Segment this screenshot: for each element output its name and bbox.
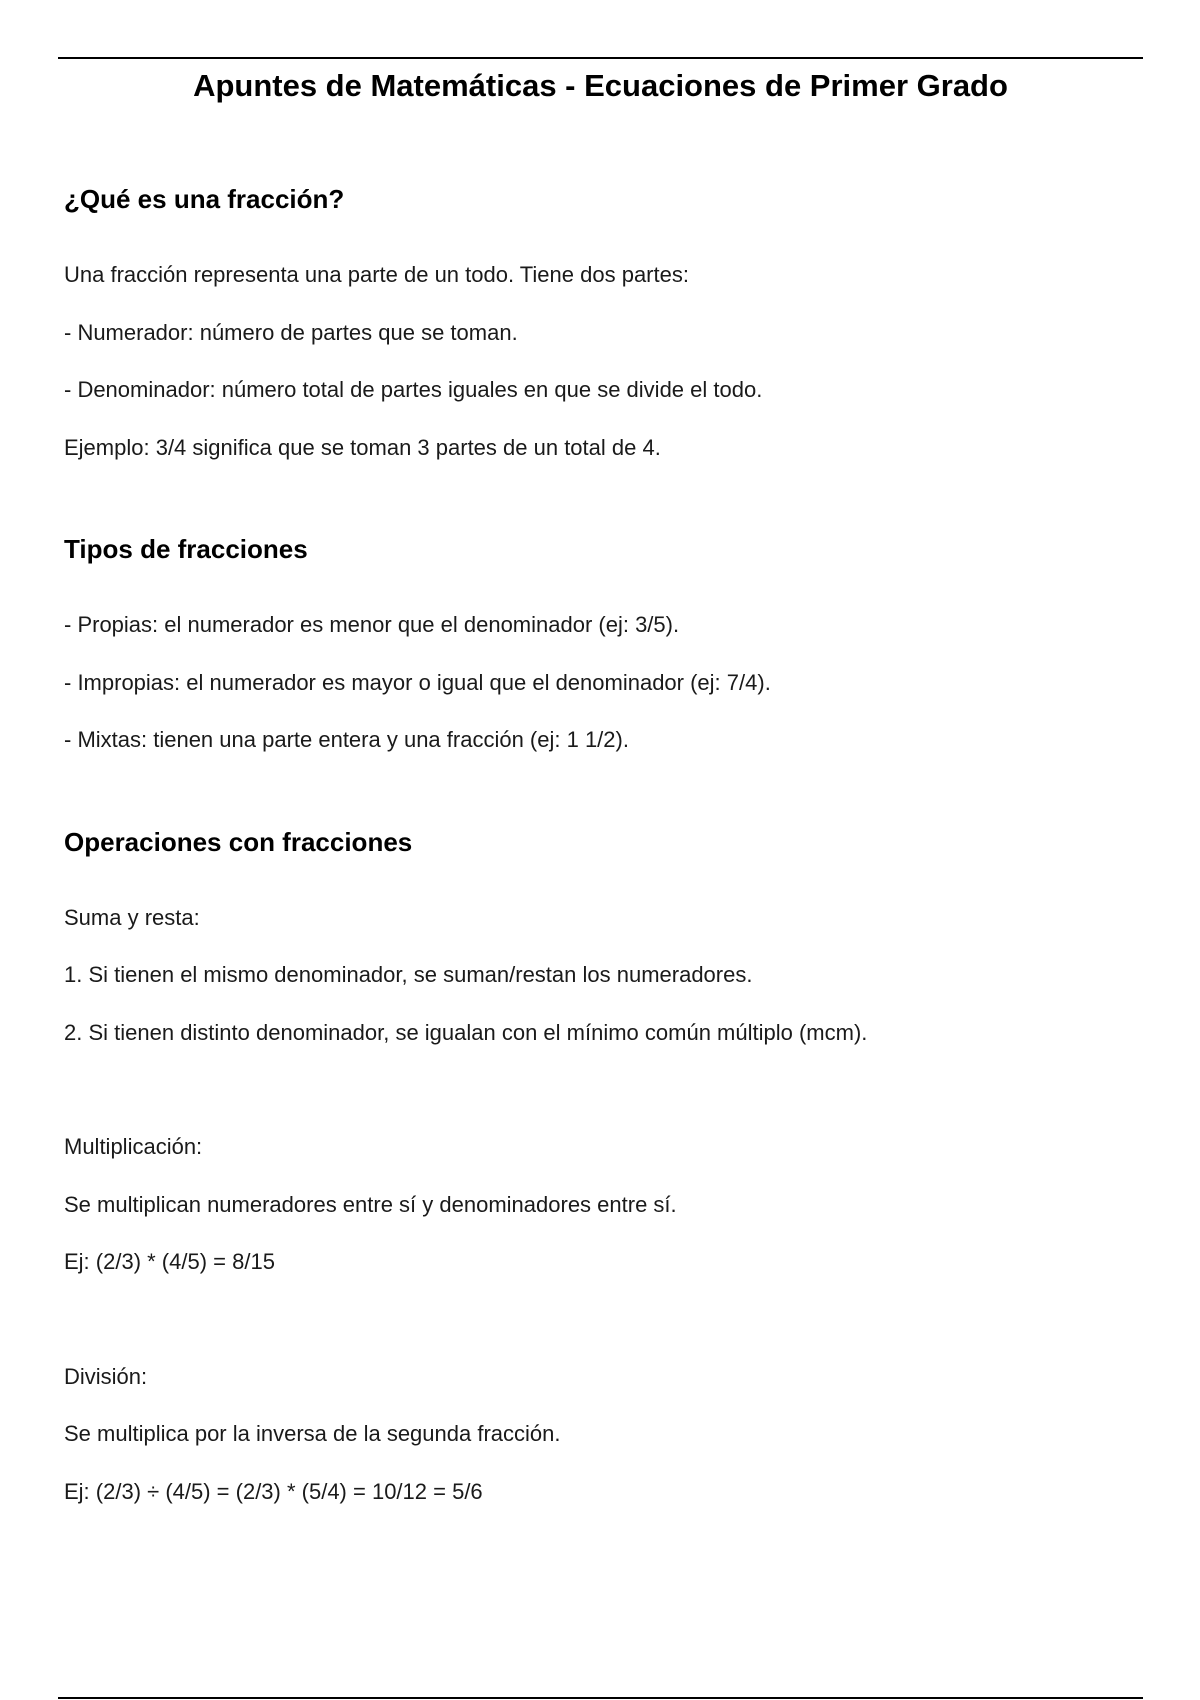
- top-rule: [58, 57, 1143, 59]
- list-item: 2. Si tienen distinto denominador, se igualan con el mínimo común múltiplo (mcm).: [64, 1019, 868, 1045]
- operation-group-sum: [64, 889, 1124, 1062]
- section-spacer: [64, 769, 1124, 821]
- example-line: Ej: (2/3) * (4/5) = 8/15: [64, 1249, 275, 1274]
- section-heading: Tipos de fracciones: [64, 534, 308, 564]
- list-item: - Numerador: número de partes que se toman.: [64, 319, 518, 345]
- list-item: 1. Si tienen el mismo denominador, se suman/restan los numeradores.: [64, 962, 753, 987]
- section-fraction-types: [64, 528, 1124, 769]
- section-body: [64, 246, 1124, 476]
- operation-group-division: [64, 1348, 1124, 1521]
- list-item: - Impropias: el numerador es mayor o igual que el denominador (ej: 7/4).: [64, 669, 771, 695]
- paragraph-line: Se multiplica por la inversa de la segunda fracción.: [64, 1421, 561, 1446]
- group-spacer: [64, 1291, 1124, 1348]
- paragraph-line: Una fracción representa una parte de un todo. Tiene dos partes:: [64, 262, 689, 287]
- subheading-line: Suma y resta:: [64, 904, 200, 930]
- list-item: - Mixtas: tienen una parte entera y una fracción (ej: 1 1/2).: [64, 727, 629, 752]
- section-spacer: [64, 476, 1124, 528]
- paragraph-line: Se multiplican numeradores entre sí y denominadores entre sí.: [64, 1191, 677, 1217]
- group-spacer: [64, 1061, 1124, 1118]
- subheading-line: Multiplicación:: [64, 1134, 203, 1159]
- list-item: - Propias: el numerador es menor que el denominador (ej: 3/5).: [64, 612, 680, 637]
- subheading-line: División:: [64, 1363, 148, 1389]
- document-title: Apuntes de Matemáticas - Ecuaciones de Primer Grado: [193, 68, 1008, 103]
- example-line: Ejemplo: 3/4 significa que se toman 3 partes de un total de 4.: [64, 434, 661, 460]
- section-what-is-fraction: [64, 178, 1124, 476]
- bottom-rule: [58, 1697, 1143, 1699]
- section-fraction-operations: [64, 821, 1124, 1521]
- section-heading: Operaciones con fracciones: [64, 826, 413, 857]
- section-body: [64, 596, 1124, 769]
- section-body: [64, 889, 1124, 1521]
- operation-group-multiplication: [64, 1118, 1124, 1291]
- list-item: - Denominador: número total de partes iguales en que se divide el todo.: [64, 377, 763, 402]
- document-body: [64, 178, 1124, 1520]
- example-line: Ej: (2/3) ÷ (4/5) = (2/3) * (5/4) = 10/12 = 5/6: [64, 1478, 483, 1504]
- section-heading: ¿Qué es una fracción?: [64, 184, 345, 214]
